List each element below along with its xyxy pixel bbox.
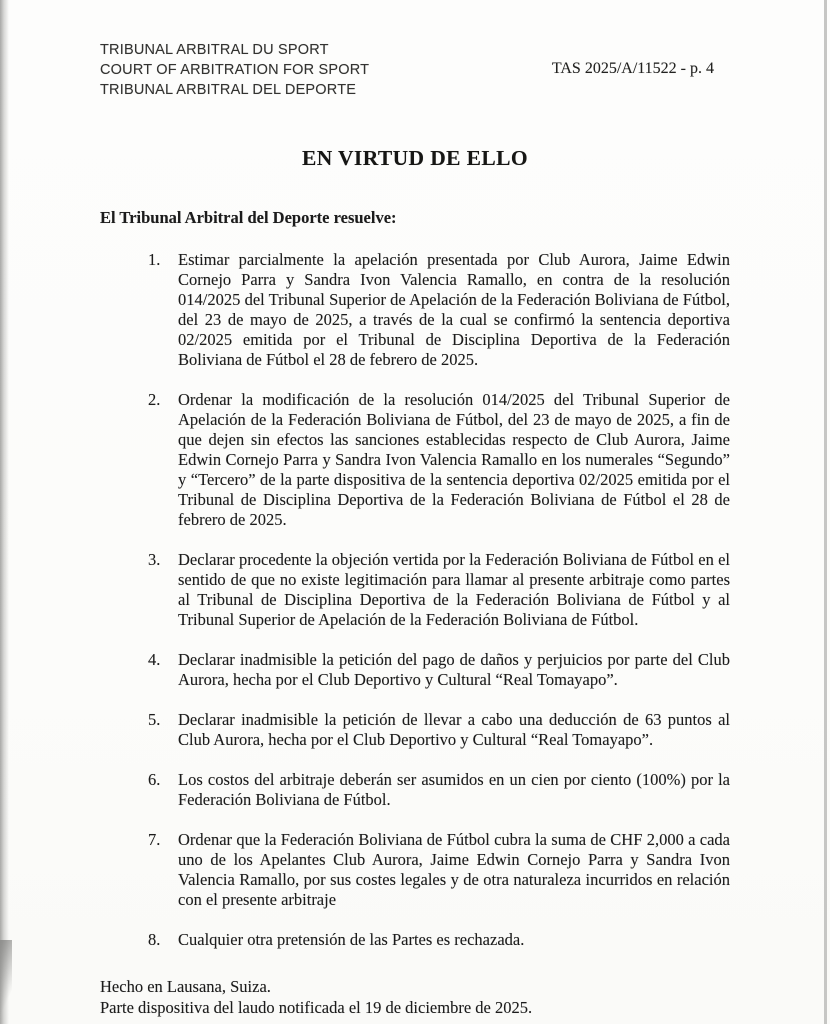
- resolution-intro: El Tribunal Arbitral del Deporte resuelve:: [100, 208, 397, 227]
- resolution-item: [100, 650, 730, 690]
- item-text: Los costos del arbitraje deberán ser asumidos en un cien por ciento (100%) por la Federación Boliviana de Fútbol.: [178, 770, 730, 809]
- resolution-item: [100, 390, 730, 530]
- resolution-item: [100, 250, 730, 370]
- section-title: EN VIRTUD DE ELLO: [301, 146, 529, 170]
- footer-notification-line: Parte dispositiva del laudo notificada el 19 de diciembre de 2025.: [100, 998, 533, 1017]
- case-reference: TAS 2025/A/11522 - p. 4: [551, 60, 714, 77]
- item-number: 2.: [148, 390, 161, 409]
- item-text: Declarar procedente la objeción vertida por la Federación Boliviana de Fútbol en el sentido de que no existe legitimación para llamar al presente arbitraje como partes al Tribunal de Disciplina Deportiva de la Federación Boliviana de Fútbol y al Tribunal Superior de Apelación de la Federación Boliviana de Fútbol.: [178, 550, 730, 629]
- court-name-english: COURT OF ARBITRATION FOR SPORT: [100, 62, 370, 78]
- document-footer: [100, 976, 730, 1018]
- item-text: Declarar inadmisible la petición de llevar a cabo una deducción de 63 puntos al Club Aurora, hecha por el Club Deportivo y Cultural “Real Tomayapo”.: [178, 710, 730, 749]
- court-name-spanish: TRIBUNAL ARBITRAL DEL DEPORTE: [100, 82, 357, 98]
- resolution-list: [100, 250, 730, 950]
- item-text: Cualquier otra pretensión de las Partes es rechazada.: [178, 930, 525, 949]
- item-text: Estimar parcialmente la apelación presentada por Club Aurora, Jaime Edwin Cornejo Parra y Sandra Ivon Valencia Ramallo, en contra de la resolución 014/2025 del Tribunal Superior de Apelación de la Federación Boliviana de Fútbol, del 23 de mayo de 2025, a través de la cual se confirmó la sentencia deportiva 02/2025 emitida por el Tribunal de Disciplina Deportiva de la Federación Boliviana de Fútbol el 28 de febrero de 2025.: [178, 250, 730, 369]
- scan-edge-smudge: [0, 940, 12, 1024]
- scan-edge-right: [824, 0, 827, 1024]
- court-names: [100, 40, 369, 100]
- resolution-item: [100, 930, 730, 950]
- resolution-item: [100, 770, 730, 810]
- item-number: 1.: [148, 250, 161, 269]
- scan-edge-left: [0, 0, 9, 1024]
- item-number: 4.: [148, 650, 161, 669]
- document-header: [100, 40, 730, 100]
- item-number: 3.: [148, 550, 161, 569]
- item-number: 7.: [148, 830, 161, 849]
- item-text: Declarar inadmisible la petición del pago de daños y perjuicios por parte del Club Aurora, hecha por el Club Deportivo y Cultural “Real Tomayapo”.: [178, 650, 730, 689]
- resolution-item: [100, 830, 730, 910]
- resolution-item: [100, 550, 730, 630]
- item-number: 8.: [148, 930, 161, 949]
- footer-place-line: Hecho en Lausana, Suiza.: [100, 977, 271, 996]
- resolution-item: [100, 710, 730, 750]
- court-name-french: TRIBUNAL ARBITRAL DU SPORT: [100, 42, 329, 58]
- item-number: 5.: [148, 710, 161, 729]
- item-number: 6.: [148, 770, 161, 789]
- item-text: Ordenar la modificación de la resolución 014/2025 del Tribunal Superior de Apelación de la Federación Boliviana de Fútbol, del 23 de mayo de 2025, a fin de que dejen sin efectos las sanciones establecidas respecto de Club Aurora, Jaime Edwin Cornejo Parra y Sandra Ivon Valencia Ramallo en los numerales “Segundo” y “Tercero” de la parte dispositiva de la sentencia deportiva 02/2025 emitida por el Tribunal de Disciplina Deportiva de la Federación Boliviana de Fútbol el 28 de febrero de 2025.: [178, 390, 730, 529]
- item-text: Ordenar que la Federación Boliviana de Fútbol cubra la suma de CHF 2,000 a cada uno de los Apelantes Club Aurora, Jaime Edwin Cornejo Parra y Sandra Ivon Valencia Ramallo, por sus costes legales y de otra naturaleza incurridos en relación con el presente arbitraje: [178, 830, 730, 909]
